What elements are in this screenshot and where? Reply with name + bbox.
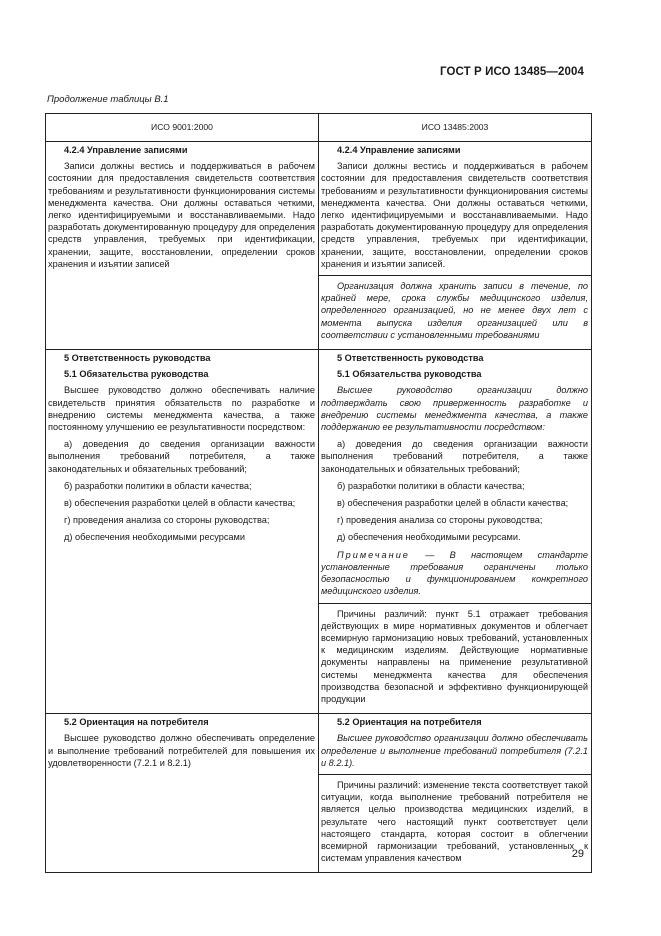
- clause-heading: 5.1 Обязательства руководства: [64, 369, 209, 380]
- clause-intro: Высшее руководство организации должно подтверждать свою приверженность разработке и внедрению системы менеджмента качества, а также поддержанию ее результативности посредством:: [321, 385, 588, 433]
- clause-intro: Высшее руководство должно обеспечивать наличие свидетельств принятия обязательств по разработке и внедрению системы менеджмента качества, а также постоянному улучшению ее результативности посредством:: [48, 385, 315, 433]
- cell-iso13485-4-2-4: [319, 142, 592, 350]
- clause-text: Записи должны вестись и поддерживаться в рабочем состоянии для предоставления свидетельств соответствия требованиям и результативности функционирования системы менеджмента качества. Они должны оставаться четкими, легко идентифицируемыми и восстанавливаемыми. Надо разработать документированную процедуру для определения средств управления, требуемых при идентификации, хранении, защите, восстановлении, определении сроков хранения и изъятии записей: [48, 161, 315, 269]
- list-item: а) доведения до сведения организации важности выполнения требований потребителя, а также законодательных и обязательных требований;: [48, 439, 315, 474]
- list-item: г) проведения анализа со стороны руководства;: [337, 515, 543, 526]
- column-header-iso9001: ИСО 9001:2000: [46, 114, 319, 142]
- clause-text: Записи должны вестись и поддерживаться в рабочем состоянии для предоставления свидетельств соответствия требованиям и результативности функционирования системы менеджмента качества. Они должны оставаться четкими, легко идентифицируемыми и восстанавливаемыми. Надо разработать документированную процедуру для определения средств управления, требуемых при идентификации, хранении, защите, восстановлении, определении сроков хранения и изъятии записей.: [321, 161, 588, 269]
- list-item: в) обеспечения разработки целей в области качества;: [64, 498, 296, 509]
- cell-iso9001-4-2-4: [46, 142, 319, 350]
- cell-divider: [319, 275, 591, 276]
- list-item: б) разработки политики в области качества;: [337, 480, 525, 491]
- table-caption: Продолжение таблицы В.1: [47, 94, 169, 105]
- cell-divider: [319, 774, 591, 775]
- cell-divider: [319, 603, 591, 604]
- note-text: — В настоящем стандарте установленные требования ограничены только безопасностью и функционированием конкретного медицинского изделия.: [321, 549, 588, 597]
- clause-text: Высшее руководство должно обеспечивать определение и выполнение требований потребителей для повышения их удовлетворенности (7.2.1 и 8.2.1): [48, 733, 315, 768]
- table-row: [46, 714, 592, 873]
- clause-heading: 4.2.4 Управление записями: [337, 145, 461, 155]
- document-standard-header: ГОСТ Р ИСО 13485—2004: [439, 66, 584, 78]
- clause-heading: 5.1 Обязательства руководства: [337, 369, 482, 380]
- page-number: 29: [571, 848, 584, 860]
- list-item: г) проведения анализа со стороны руководства;: [64, 515, 270, 526]
- list-item: б) разработки политики в области качества;: [64, 480, 252, 491]
- cell-iso13485-5-2: [319, 714, 592, 873]
- note-label: Примечание: [337, 549, 410, 560]
- list-item: а) доведения до сведения организации важности выполнения требований потребителя, а также законодательных и обязательных требований;: [321, 439, 588, 474]
- table-row: [46, 350, 592, 714]
- list-item: д) обеспечения необходимыми ресурсами: [64, 532, 245, 543]
- note: [321, 549, 588, 598]
- clause-text: Высшее руководство организации должно обеспечивать определение и выполнение требований потребителя (7.2.1 и 8.2.1).: [321, 733, 588, 768]
- table-row: [46, 142, 592, 350]
- cell-iso13485-5-1: [319, 350, 592, 714]
- section-heading: 5 Ответственность руководства: [337, 353, 484, 364]
- list-item: в) обеспечения разработки целей в области качества;: [337, 498, 569, 509]
- cell-iso9001-5-2: [46, 714, 319, 873]
- clause-heading: 4.2.4 Управление записями: [64, 145, 188, 155]
- cell-iso9001-5-1: [46, 350, 319, 714]
- reasons-text: Причины различий: изменение текста соответствует такой ситуации, когда выполнение требований потребителя не является целью производства медицинских изделий, в результате чего настоящий пункт соответствует цели настоящего стандарта, которая состоит в облегчении всемирной гармонизации требований, установленных к системам управления качеством: [321, 779, 588, 864]
- table-header-row: [46, 114, 592, 142]
- list-item: д) обеспечения необходимыми ресурсами.: [337, 532, 521, 543]
- comparison-table: [45, 113, 592, 873]
- clause-heading: 5.2 Ориентация на потребителя: [64, 717, 209, 728]
- clause-addition-text: Организация должна хранить записи в течение, по крайней мере, срока службы медицинского изделия, определенного организацией, но не менее двух лет с момента выпуска изделия организацией или в соответствии с установленными требованиями: [321, 281, 588, 340]
- clause-heading: 5.2 Ориентация на потребителя: [337, 717, 482, 728]
- reasons-text: Причины различий: пункт 5.1 отражает требования действующих в мире нормативных документов и облегчает всемирную гармонизацию новых требований, установленных к медицинским изделиям. Действующие нормативные документы направлены на применение результативной системы менеджмента качества для обеспечения производства безопасной и эффективно функционирующей продукции: [321, 608, 588, 704]
- column-header-iso13485: ИСО 13485:2003: [319, 114, 592, 142]
- section-heading: 5 Ответственность руководства: [64, 353, 211, 364]
